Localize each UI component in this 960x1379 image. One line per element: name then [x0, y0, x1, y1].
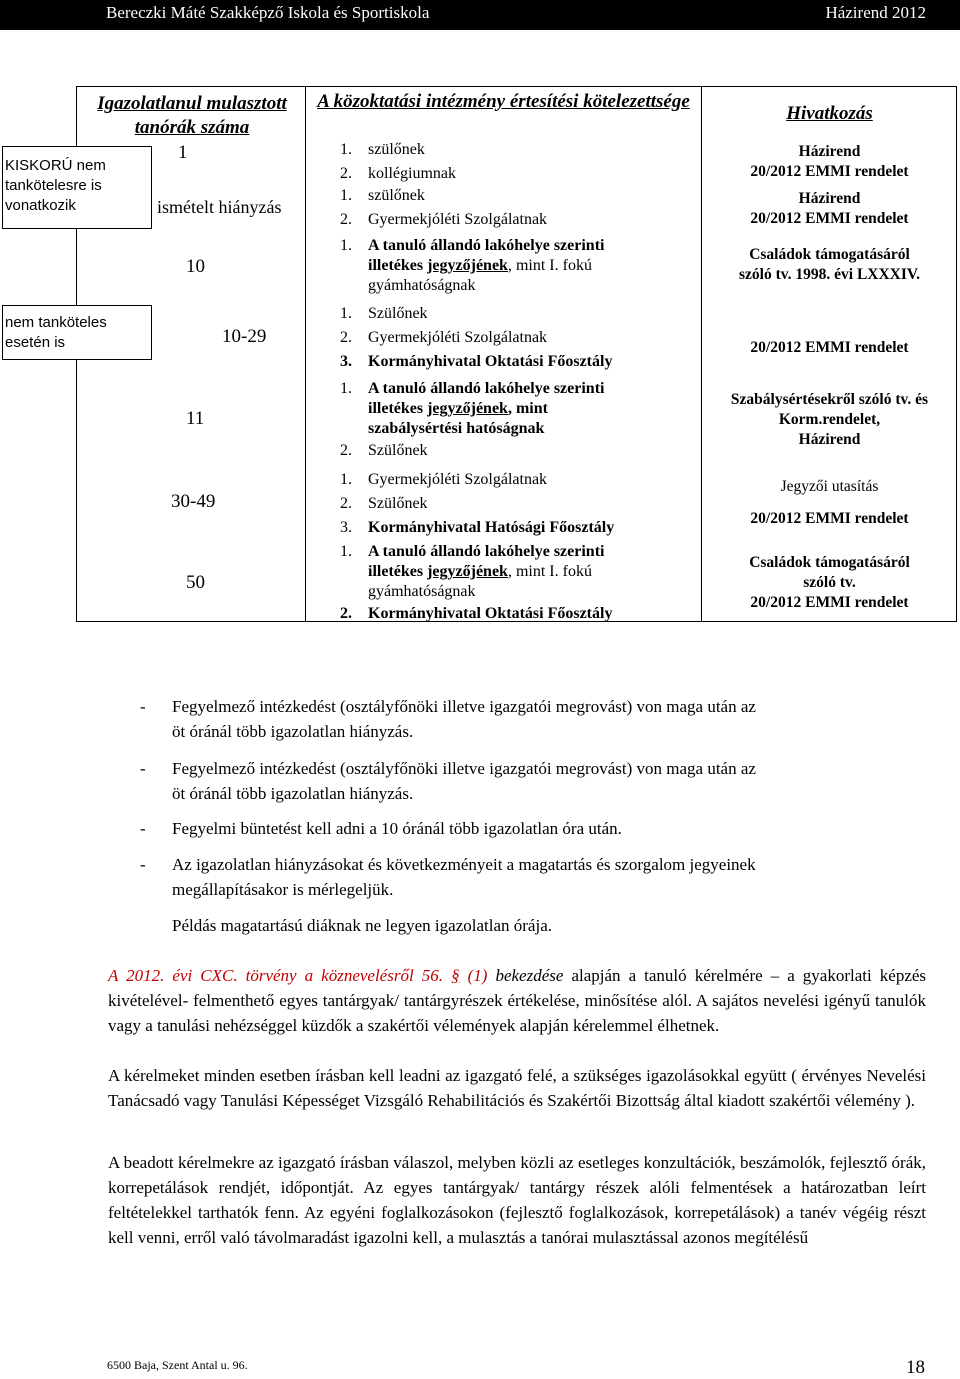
notify-row-1: 1. szülőnek 2. kollégiumnak — [340, 141, 456, 182]
response-paragraph: A beadott kérelmekre az igazgató írásban válaszol, melyben közli az esetleges konzultációk, beszámolók, fejlesztő órák, korrepetálások rendjét, időpontját. Az egyes tantárgyak/ tantárgy részek alóli felmentések a határozatban leírt feltételekkel tarthatók fenn. Az egyéni foglalkozásokon (fejlesztő foglalkozások, korrepetálások) a tanév végéig részt kell venni, erről való távolmaradást igazolni kell, a mulasztás a tanórai mulasztással azonos megítélésű — [108, 1153, 926, 1247]
page-header — [0, 0, 960, 30]
ref-row-3: Családok támogatásáról szóló tv. 1998. évi LXXXIV. — [739, 246, 920, 283]
footer-address: 6500 Baja, Szent Antal u. 96. — [107, 1358, 248, 1372]
bullet-item: - Az igazolatlan hiányzásokat és következményeit a magatartás és szorgalom jegyeinek megállapításakor is mérlegeljük. — [140, 855, 756, 899]
notify-row-5: 1. A tanuló állandó lakóhelye szerinti illetékes jegyzőjének, mint szabálysértési hatóságnak 2. Szülőnek — [340, 380, 605, 459]
notify-row-7: 1. A tanuló állandó lakóhelye szerinti illetékes jegyzőjének, mint I. fokú gyámhatóságnak 2. Kormányhivatal Oktatási Főosztály — [340, 543, 613, 622]
side-note-minor — [2, 146, 152, 229]
hours-11: 11 — [186, 408, 205, 429]
ref-row-5: Szabálysértésekről szóló tv. és Korm.rendelet, Házirend — [730, 391, 929, 448]
col-header-hours: Igazolatlanul mulasztott tanórák száma — [97, 93, 287, 138]
exemplary-note: Példás magatartású diáknak ne legyen igazolatlan órája. — [172, 916, 552, 935]
col-header-reference: Hivatkozás — [786, 103, 873, 124]
bullet-item: - Fegyelmező intézkedést (osztályfőnöki illetve igazgatói megrovást) von maga után az öt óránál több igazolatlan hiányzás. — [140, 697, 756, 741]
bullet-item: - Fegyelmező intézkedést (osztályfőnöki illetve igazgatói megrovást) von maga után az öt óránál több igazolatlan hiányzás. — [140, 759, 756, 803]
col-header-notify: A közoktatási intézmény értesítési kötelezettsége — [317, 91, 690, 112]
table-divider — [305, 86, 306, 622]
hours-10: 10 — [186, 256, 205, 277]
hours-30-49: 30-49 — [171, 491, 216, 512]
notify-row-6: 1. Gyermekjóléti Szolgálatnak 2. Szülőnek 3. Kormányhivatal Hatósági Főosztály — [340, 471, 615, 536]
notify-row-3: 1. A tanuló állandó lakóhelye szerinti illetékes jegyzőjének, mint I. fokú gyámhatóságnak — [340, 237, 605, 294]
hours-repeat: ismételt hiányzás — [157, 197, 282, 217]
side-note-nonobligatory — [2, 305, 152, 360]
bullet-item: - Fegyelmi büntetést kell adni a 10 óránál több igazolatlan óra után. — [140, 819, 622, 838]
request-paragraph: A kérelmeket minden esetben írásban kell leadni az igazgató felé, a szükséges igazolásokkal együtt ( érvényes Nevelési Tanácsadó vagy Tanulási Képességet Vizsgáló Rehabilitációs és Szakértői Bizottság által kiadott szakértői vélemény ). — [108, 1066, 926, 1110]
ref-row-2: Házirend 20/2012 EMMI rendelet — [750, 190, 909, 227]
notify-row-2: 1. szülőnek 2. Gyermekjóléti Szolgálatnak — [340, 187, 548, 228]
ref-row-1: Házirend 20/2012 EMMI rendelet — [750, 143, 909, 180]
hours-10-29: 10-29 — [222, 326, 267, 347]
hours-50: 50 — [186, 572, 205, 593]
header-school: Bereczki Máté Szakképző Iskola és Sportiskola — [106, 3, 430, 22]
notify-row-4: 1. Szülőnek 2. Gyermekjóléti Szolgálatnak 3. Kormányhivatal Oktatási Főosztály — [340, 305, 613, 370]
hours-1: 1 — [178, 142, 188, 163]
side-note-minor-text: KISKORÚ nem tankötelesre is vonatkozik — [5, 157, 106, 214]
page-number: 18 — [906, 1357, 925, 1378]
law-paragraph: A 2012. évi CXC. törvény a köznevelésről 56. § (1) bekezdése alapján a tanuló kérelmére – a gyakorlati képzés kivételével- felmenthető egyes tantárgyak/ tantárgyrészek értékelése, minősítése alól. A sajátos nevelési igényű tanulók vagy a tanulási nehézséggel küzdők a szakértői vélemények alapján kérelemmel élhetnek. — [108, 966, 927, 1035]
side-note-nonobligatory-text: nem tanköteles esetén is — [5, 314, 107, 351]
ref-row-4: 20/2012 EMMI rendelet — [750, 339, 909, 356]
ref-row-7: Családok támogatásáról szóló tv. 20/2012 EMMI rendelet — [749, 554, 910, 611]
ref-row-6: Jegyzői utasítás 20/2012 EMMI rendelet — [750, 478, 909, 527]
header-doc: Házirend 2012 — [825, 3, 926, 22]
